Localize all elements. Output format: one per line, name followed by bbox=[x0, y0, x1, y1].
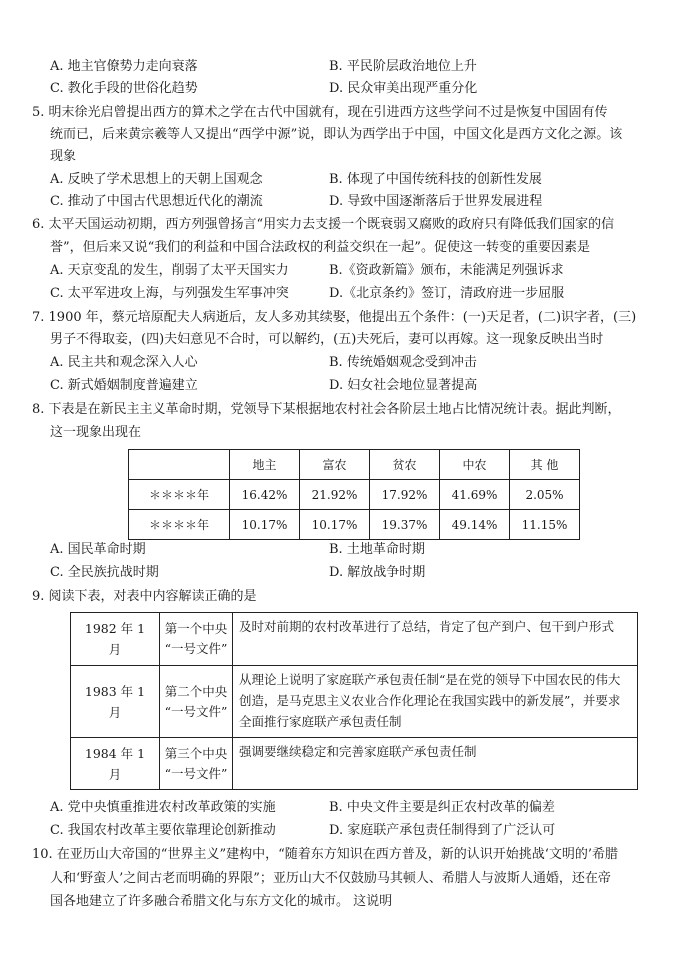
table-cell: 10.17% bbox=[230, 510, 300, 540]
q9-option-b: B. 中央文件主要是纠正农村改革的偏差 bbox=[329, 800, 555, 815]
q10-stem-line-2: 人和‘野蛮人’之间古老而明确的界限”；亚历山大不仅鼓励马其顿人、希腊人与波斯人通婚，还在帝 bbox=[50, 871, 611, 886]
table-cell: ＊＊＊＊年 bbox=[129, 510, 230, 540]
q10-stem-line-1: 10. 在亚历山大帝国的“世界主义”建构中，“随着东方知识在西方普及，新的认识开始挑战‘文明的’希腊 bbox=[32, 847, 619, 862]
q9-stem: 9. 阅读下表，对表中内容解读正确的是 bbox=[32, 589, 257, 604]
q6-option-d: D.《北京条约》签订，清政府进一步屈服 bbox=[329, 286, 565, 301]
q4-option-c: C. 教化手段的世俗化趋势 bbox=[50, 81, 198, 96]
q7-option-d: D. 妇女社会地位显著提高 bbox=[329, 378, 478, 393]
q4-option-a: A. 地主官僚势力走向衰落 bbox=[50, 59, 198, 74]
q4-option-d: D. 民众审美出现严重分化 bbox=[329, 81, 478, 96]
table-header-cell: 其 他 bbox=[510, 450, 580, 480]
q5-option-c: C. 推动了中国古代思想近代化的潮流 bbox=[50, 194, 263, 209]
q7-option-b: B. 传统婚姻观念受到冲击 bbox=[329, 355, 477, 370]
doc-title-line-1: 第三个中央 bbox=[164, 745, 228, 761]
q5-option-b: B. 体现了中国传统科技的创新性发展 bbox=[329, 172, 542, 187]
table-cell: 41.69% bbox=[440, 480, 510, 510]
table-cell: 16.42% bbox=[230, 480, 300, 510]
table-row bbox=[71, 738, 638, 790]
table-header-cell: 地主 bbox=[230, 450, 300, 480]
q7-stem-line-1: 7. 1900 年，蔡元培原配夫人病逝后，友人多劝其续娶，他提出五个条件：(一)天足者，(二)识字者，(三) bbox=[32, 310, 637, 325]
table-header-row bbox=[129, 450, 580, 480]
table-date-cell: 1983 年 1 月 bbox=[71, 666, 160, 738]
table-cell: 19.37% bbox=[370, 510, 440, 540]
table-header-cell: 中农 bbox=[440, 450, 510, 480]
q6-stem-line-1: 6. 太平天国运动初期，西方列强曾扬言“用实力去支援一个既衰弱又腐败的政府只有降低我们国家的信 bbox=[32, 217, 615, 232]
table-cell: ＊＊＊＊年 bbox=[129, 480, 230, 510]
table-header-cell: 贫农 bbox=[370, 450, 440, 480]
doc-title-line-2: “一号文件” bbox=[164, 641, 228, 656]
q8-option-d: D. 解放战争时期 bbox=[329, 565, 426, 580]
q8-stem-line-1: 8. 下表是在新民主主义革命时期，党领导下某根据地农村社会各阶层土地占比情况统计表。据此判断， bbox=[32, 402, 621, 417]
table-row bbox=[71, 666, 638, 738]
q9-option-d: D. 家庭联产承包责任制得到了广泛认可 bbox=[329, 823, 556, 838]
q8-option-b: B. 土地革命时期 bbox=[329, 542, 425, 557]
q6-option-b: B.《资政新篇》颁布，未能满足列强诉求 bbox=[329, 263, 564, 278]
table-date-cell: 1982 年 1 月 bbox=[71, 613, 160, 666]
table-content-cell: 及时对前期的农村改革进行了总结，肯定了包产到户、包干到户形式 bbox=[233, 613, 638, 666]
table-doc-cell bbox=[160, 738, 233, 790]
q8-option-a: A. 国民革命时期 bbox=[50, 542, 146, 557]
table-cell: 11.15% bbox=[510, 510, 580, 540]
doc-title-line-2: “一号文件” bbox=[164, 765, 228, 781]
table-cell: 10.17% bbox=[300, 510, 370, 540]
q5-option-a: A. 反映了学术思想上的天朝上国观念 bbox=[50, 172, 263, 187]
table-cell: 17.92% bbox=[370, 480, 440, 510]
table-doc-cell bbox=[160, 613, 233, 666]
q9-option-a: A. 党中央慎重推进农村改革政策的实施 bbox=[50, 800, 276, 815]
table-cell: 49.14% bbox=[440, 510, 510, 540]
q7-option-a: A. 民主共和观念深入人心 bbox=[50, 355, 198, 370]
q5-stem-line-2: 统而已，后来黄宗羲等人又提出“西学中源”说，即认为西学出于中国，中国文化是西方文化之源。该 bbox=[50, 127, 623, 142]
q5-option-d: D. 导致中国逐渐落后于世界发展进程 bbox=[329, 194, 543, 209]
land-share-table bbox=[128, 449, 580, 540]
table-content-cell: 强调要继续稳定和完善家庭联产承包责任制 bbox=[233, 738, 638, 790]
doc-title-line-1: 第一个中央 bbox=[164, 621, 228, 636]
table-header-cell bbox=[129, 450, 230, 480]
table-cell: 21.92% bbox=[300, 480, 370, 510]
q7-stem-line-2: 男子不得取妾，(四)夫妇意见不合时，可以解约，(五)夫死后，妻可以再嫁。这一现象反映出当时 bbox=[50, 332, 604, 347]
table-row bbox=[71, 613, 638, 666]
document-table bbox=[70, 612, 638, 790]
table-row bbox=[129, 480, 580, 510]
q10-stem-line-3: 国各地建立了许多融合希腊文化与东方文化的城市。 这说明 bbox=[50, 894, 393, 909]
q7-option-c: C. 新式婚姻制度普遍建立 bbox=[50, 378, 198, 393]
q8-option-c: C. 全民族抗战时期 bbox=[50, 565, 159, 580]
doc-title-line-2: “一号文件” bbox=[164, 703, 228, 719]
table-date-cell: 1984 年 1 月 bbox=[71, 738, 160, 790]
q5-stem-line-1: 5. 明末徐光启曾提出西方的算术之学在古代中国就有，现在引进西方这些学问不过是恢复中国固有传 bbox=[32, 105, 608, 120]
table-doc-cell bbox=[160, 666, 233, 738]
doc-title-line-1: 第二个中央 bbox=[164, 683, 228, 699]
q8-stem-line-2: 这一现象出现在 bbox=[50, 425, 142, 440]
table-header-cell: 富农 bbox=[300, 450, 370, 480]
q5-stem-line-3: 现象 bbox=[50, 149, 77, 164]
table-cell: 2.05% bbox=[510, 480, 580, 510]
table-row bbox=[129, 510, 580, 540]
q9-option-c: C. 我国农村改革主要依靠理论创新推动 bbox=[50, 823, 276, 838]
q6-stem-line-2: 誉”，但后来又说“我们的利益和中国合法政权的利益交织在一起”。促使这一转变的重要因素是 bbox=[50, 240, 590, 255]
q4-option-b: B. 平民阶层政治地位上升 bbox=[329, 59, 477, 74]
q6-option-c: C. 太平军进攻上海，与列强发生军事冲突 bbox=[50, 286, 289, 301]
q6-option-a: A. 天京变乱的发生，削弱了太平天国实力 bbox=[50, 263, 289, 278]
table-content-cell: 从理论上说明了家庭联产承包责任制“是在党的领导下中国农民的伟大创造，是马克思主义农业合作化理论在我国实践中的新发展”，并要求全面推行家庭联产承包责任制 bbox=[233, 666, 638, 738]
